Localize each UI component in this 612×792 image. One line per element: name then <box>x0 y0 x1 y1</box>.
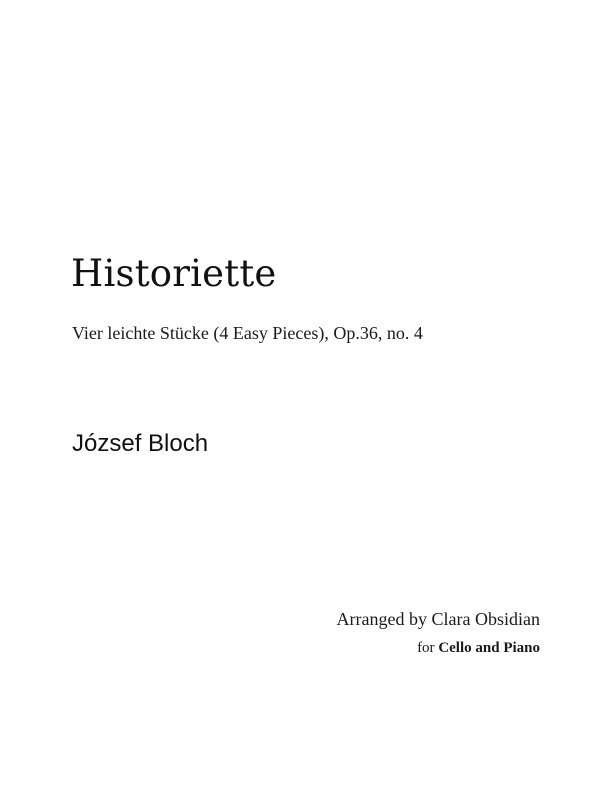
instrumentation-line <box>417 640 540 657</box>
piece-title: Historiette <box>71 252 277 295</box>
instrumentation-prefix: for <box>417 640 435 656</box>
instrumentation-instruments: Cello and Piano <box>438 640 540 656</box>
arranger-credit: Arranged by Clara Obsidian <box>336 609 540 629</box>
piece-subtitle: Vier leichte Stücke (4 Easy Pieces), Op.36, no. 4 <box>72 323 423 343</box>
composer-name: József Bloch <box>72 430 209 457</box>
